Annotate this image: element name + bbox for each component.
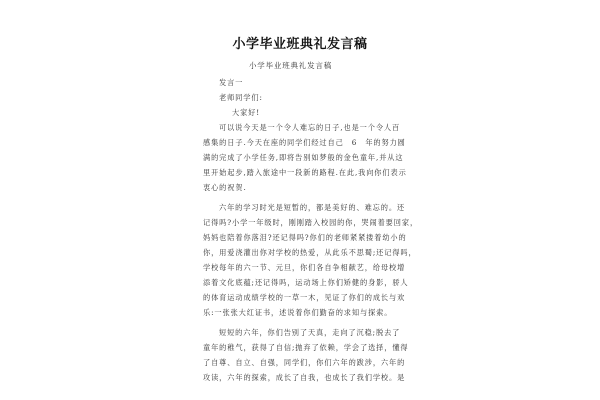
- paragraph-line: 衷心的祝贺.: [203, 183, 247, 192]
- paragraph-line: 可以说今天是一个令人难忘的日子,也是一个令人百: [219, 123, 401, 132]
- paragraph-line: 乐:一张张大红证书，述说着你们勤奋的求知与探索。: [203, 308, 393, 317]
- paragraph-line: 短短的六年，你们告别了天真，走向了沉稳;脱去了: [219, 328, 401, 337]
- document-title: 小学毕业班典礼发言稿: [232, 37, 368, 52]
- document-subtitle: 小学毕业班典礼发言稿: [249, 61, 332, 70]
- paragraph-line: 攻读，六年的探索，成长了自我，也成长了我们学校。是: [203, 373, 406, 382]
- paragraph-line: 的体育运动成绩学校的一草一木，见证了你们的成长与欢: [203, 293, 406, 302]
- paragraph-line: 你，用爱浇灌出你对学校的热爱，从此乐不思蜀;还记得吗，: [203, 248, 417, 257]
- paragraph-line: 感集的日子.今天在座的同学们经过自己 6 年的努力圆: [203, 138, 406, 147]
- paragraph-line: 了自尊、自立、自强，同学们，你们六年的跋涉，六年的: [203, 358, 406, 367]
- paragraph-line: 妈妈也陪着你落泪?还记得吗?你们的老师紧紧搂着幼小的: [203, 233, 407, 242]
- paragraph-line: 里开始起步,踏入旅途中一段新的路程.在此,我向你们表示: [203, 168, 407, 177]
- paragraph-line: 添着文化底蕴;还记得吗，运动场上你们矫健的身影，骄人: [203, 278, 409, 287]
- paragraph-line: 学校每年的六一节、元旦，你们各自争相献艺，给母校增: [203, 263, 406, 272]
- paragraph-line: 满的完成了小学任务,即将告别如梦般的金色童年,并从这: [203, 153, 404, 162]
- paragraph-line: 六年的学习时光是短暂的，都是美好的、难忘的。还: [219, 203, 406, 212]
- speech-heading: 发言一: [219, 78, 244, 87]
- salutation-line: 老师同学们:: [219, 93, 263, 102]
- paragraph-line: 童年的稚气，获得了自信;抛弃了依赖，学会了选择，懂得: [203, 343, 409, 352]
- greeting-line: 大家好!: [232, 108, 261, 117]
- paragraph-line: 记得吗?小学一年级时，刚刚踏入校园的你，哭闹着要回家，: [203, 218, 419, 227]
